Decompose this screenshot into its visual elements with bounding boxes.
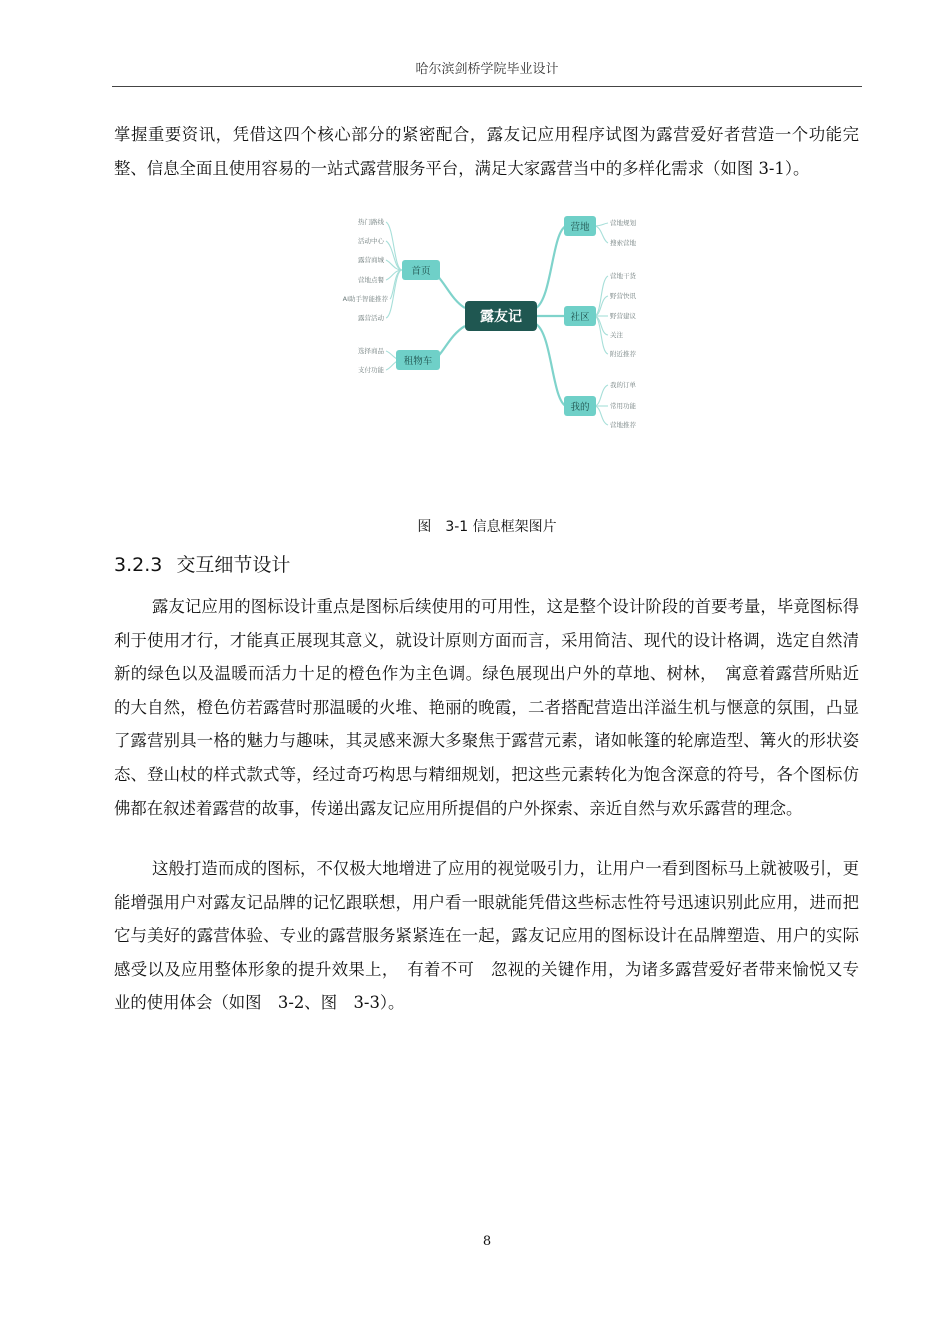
home-leaves <box>343 217 389 322</box>
leaf-label: 搜索营地 <box>610 239 636 247</box>
section-heading <box>114 550 290 577</box>
mine-leaves <box>610 380 637 429</box>
leaf-label: 支付功能 <box>358 366 384 374</box>
leaf-label: 营地规划 <box>610 219 636 227</box>
paragraph-text: 这般打造而成的图标，不仅极大地增进了应用的视觉吸引力，让用户一看到图标马上就被吸引，更能增强用户对露友记品牌的记忆跟联想，用户看一眼就能凭借这些标志性符号迅速识别此应用，进而把它与美好的露营体验、专业的露营服务紧紧连在一起，露友记应用的图标设计在品牌塑造、用户的实际感受以及应用整体形象的提升效果上， 有着不可 忽视的关键作用，为诸多露营爱好者带来愉悦又专业的使用体会（如图 3-2、图 3-3）。 <box>114 859 859 1013</box>
branch-label-community: 社区 <box>570 312 590 323</box>
leaf-label: 野营建议 <box>610 312 636 320</box>
leaf-label: 附近推荐 <box>610 350 636 358</box>
mind-map <box>330 208 660 444</box>
leaf-label: 选择商品 <box>358 347 384 355</box>
camp-leaves <box>610 218 637 247</box>
info-framework-figure <box>330 208 660 444</box>
leaf-label: 露营商城 <box>358 256 384 264</box>
section-title-text: 交互细节设计 <box>176 554 291 576</box>
header-divider <box>112 86 862 87</box>
leaf-label: 营地点餐 <box>358 276 384 284</box>
paragraph-intro: 掌握重要资讯，凭借这四个核心部分的紧密配合，露友记应用程序试图为露营爱好者营造一个功能完整、信息全面且使用容易的一站式露营服务平台，满足大家露营当中的多样化需求（如图 3-1）。 <box>114 125 859 178</box>
paragraph-icon-design <box>114 590 859 825</box>
cart-leaves <box>358 346 385 374</box>
leaf-label: 热门路线 <box>358 218 384 226</box>
paragraph-text: 露友记应用的图标设计重点是图标后续使用的可用性，这是整个设计阶段的首要考量，毕竟图标得利于使用才行，才能真正展现其意义，就设计原则方面而言，采用简洁、现代的设计格调，选定自然清新的绿色以及温暖而活力十足的橙色作为主色调。绿色展现出户外的草地、树林， 寓意着露营所贴近的大自然，橙色仿若露营时那温暖的火堆、艳丽的晚霞，二者搭配营造出洋溢生机与惬意的氛围，凸显了露营别具一格的魅力与趣味，其灵感来源大多聚焦于露营元素，诸如帐篷的轮廓造型、篝火的形状姿态、登山杖的样式款式等，经过奇巧构思与精细规划，把这些元素转化为饱含深意的符号，各个图标仿佛都在叙述着露营的故事，传递出露友记应用所提倡的户外探索、亲近自然与欢乐露营的理念。 <box>114 597 859 818</box>
branch-label-mine: 我的 <box>570 402 590 413</box>
branch-label-camp: 营地 <box>570 222 590 233</box>
leaf-label: 活动中心 <box>358 237 384 245</box>
branch-label-home: 首页 <box>411 266 431 277</box>
leaf-label: 关注 <box>610 331 623 339</box>
leaf-label: 营地干货 <box>610 272 636 280</box>
leaf-label: 营地推荐 <box>610 421 636 429</box>
figure-caption: 图 3-1 信息框架图片 <box>417 519 557 535</box>
section-number: 3.2.3 <box>114 554 163 576</box>
community-leaves <box>610 271 637 358</box>
center-node-label: 露友记 <box>480 309 522 325</box>
page-header: 哈尔滨剑桥学院毕业设计 <box>415 62 559 77</box>
branch-label-cart: 租物车 <box>403 356 433 367</box>
paragraph-icon-effect <box>114 852 859 1020</box>
leaf-label: AI助手智能推荐 <box>342 295 388 303</box>
page-number: 8 <box>482 1234 492 1249</box>
leaf-label: 野营快讯 <box>610 292 636 300</box>
leaf-label: 常用功能 <box>610 402 636 410</box>
leaf-label: 露营活动 <box>358 314 384 322</box>
leaf-label: 我的订单 <box>610 381 636 389</box>
